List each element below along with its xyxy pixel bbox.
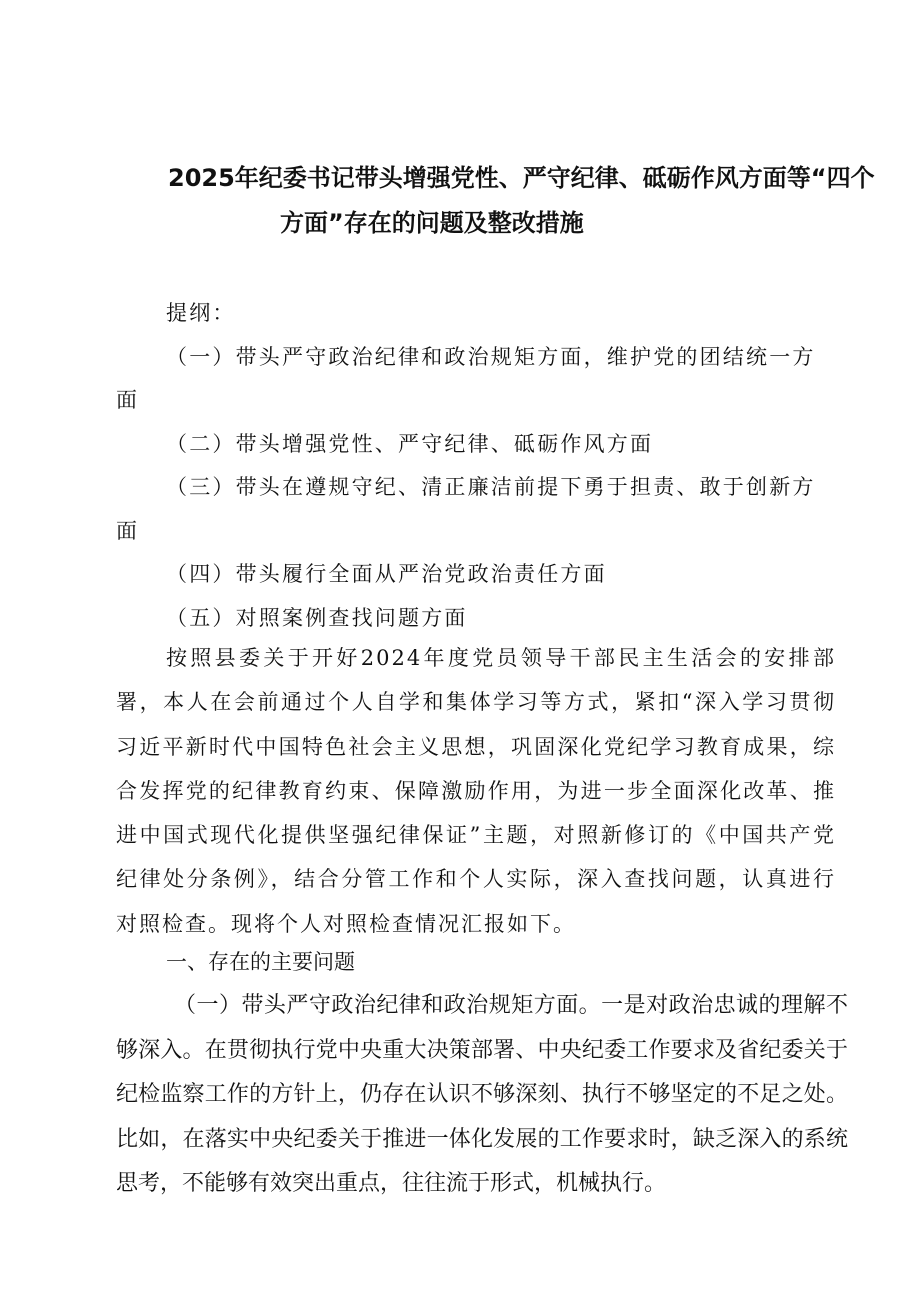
title-line-2: 方面”存在的问题及整改措施	[280, 209, 584, 237]
document-title	[160, 156, 875, 246]
outline-item-1: （一）带头严守政治纪律和政治规矩方面，维护党的团结统一方面	[116, 344, 816, 412]
title-line-1: 2025年纪委书记带头增强党性、严守纪律、砥砺作风方面等“四个	[168, 164, 875, 192]
problem-paragraph: （一）带头严守政治纪律和政治规矩方面。一是对政治忠诚的理解不够深入。在贯彻执行党中央重大决策部署、中央纪委工作要求及省纪委关于纪检监察工作的方针上，仍存在认识不够深刻、执行不够坚定的不足之处。比如，在落实中央纪委关于推进一体化发展的工作要求时，缺乏深入的系统思考，不能够有效突出重点，往往流于形式，机械执行。	[116, 993, 848, 1197]
section-heading: 一、存在的主要问题	[166, 950, 355, 974]
intro-section	[116, 636, 836, 946]
problem-section	[116, 984, 848, 1207]
outline-item-4: （四）带头履行全面从严治党政治责任方面	[166, 562, 607, 586]
outline-label: 提纲：	[166, 301, 236, 325]
intro-paragraph: 按照县委关于开好2024年度党员领导干部民主生活会的安排部署，本人在会前通过个人自学和集体学习等方式，紧扣“深入学习贯彻习近平新时代中国特色社会主义思想，巩固深化党纪学习教育成果，综合发挥党的纪律教育约束、保障激励作用，为进一步全面深化改革、推进中国式现代化提供坚强纪律保证”主题，对照新修订的《中国共产党纪律处分条例》，结合分管工作和个人实际，深入查找问题，认真进行对照检查。现将个人对照检查情况汇报如下。	[116, 646, 836, 936]
outline-item-2: （二）带头增强党性、严守纪律、砥砺作风方面	[166, 431, 654, 456]
outline-item-5: （五）对照案例查找问题方面	[166, 605, 468, 630]
outline-section	[116, 292, 836, 640]
outline-item-3: （三）带头在遵规守纪、清正廉洁前提下勇于担责、敢于创新方面	[116, 475, 816, 543]
